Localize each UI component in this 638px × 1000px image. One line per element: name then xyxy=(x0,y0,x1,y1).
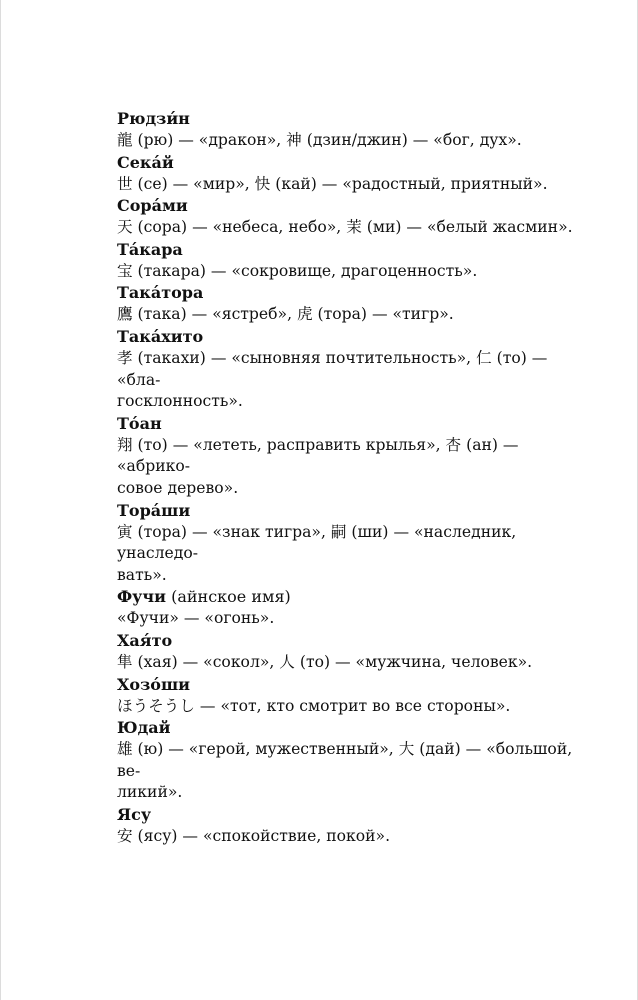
entry-torashi xyxy=(117,500,577,587)
entry-hayato xyxy=(117,630,577,674)
entry-sekai xyxy=(117,152,577,196)
entry-name: Хозо́ши xyxy=(117,674,191,694)
entry-definition-cont: ликий». xyxy=(117,783,183,802)
entry-definition: 隼 (хая) — «сокол», 人 (то) — «мужчина, человек». xyxy=(117,652,533,671)
entry-definition: 天 (сора) — «небеса, небо», 茉 (ми) — «белый жасмин». xyxy=(117,218,573,237)
entry-hozoshi xyxy=(117,674,577,718)
entry-yudai xyxy=(117,717,577,804)
entry-name: Сека́й xyxy=(117,152,174,172)
entry-definition: 翔 (то) — «лететь, расправить крылья», 杏 (ан) — «абрико- xyxy=(117,435,519,476)
entry-takara xyxy=(117,239,577,283)
entry-takatora xyxy=(117,282,577,326)
entry-definition-cont: госклонность». xyxy=(117,392,243,411)
entry-name: Сора́ми xyxy=(117,196,188,216)
glossary-list xyxy=(117,108,577,847)
entry-takahito xyxy=(117,326,577,413)
entry-yasu xyxy=(117,804,577,848)
entry-definition-cont: совое дерево». xyxy=(117,478,239,497)
entry-definition: 宝 (такара) — «сокровище, драгоценность». xyxy=(117,261,478,280)
entry-definition: 寅 (тора) — «знак тигра», 嗣 (ши) — «наследник, унаследо- xyxy=(117,522,517,563)
entry-definition: 安 (ясу) — «спокойствие, покой». xyxy=(117,826,391,845)
entry-toan xyxy=(117,413,577,500)
entry-name: Така́хито xyxy=(117,326,204,346)
entry-name: Рюдзи́н xyxy=(117,109,190,128)
entry-definition-cont: вать». xyxy=(117,565,167,584)
entry-definition: 世 (се) — «мир», 快 (кай) — «радостный, приятный». xyxy=(117,174,548,193)
entry-name: То́ан xyxy=(117,413,162,433)
entry-name: Та́кара xyxy=(117,239,183,259)
entry-definition: 孝 (такахи) — «сыновняя почтительность», 仁 (то) — «бла- xyxy=(117,348,548,389)
entry-definition: «Фучи» — «огонь». xyxy=(117,609,275,628)
entry-name: Така́тора xyxy=(117,283,204,303)
entry-fuchi xyxy=(117,586,577,630)
entry-definition: 鷹 (така) — «ястреб», 虎 (тора) — «тигр». xyxy=(117,305,454,324)
entry-name: Тора́ши xyxy=(117,500,191,520)
entry-name: Ясу xyxy=(117,804,152,824)
entry-sorami xyxy=(117,195,577,239)
entry-definition: 雄 (ю) — «герой, мужественный», 大 (дай) — «большой, ве- xyxy=(117,740,573,780)
entry-name: Юдай xyxy=(117,718,171,738)
entry-definition: 龍 (рю) — «дракон», 神 (дзин/джин) — «бог, дух». xyxy=(117,131,522,149)
entry-name-line xyxy=(117,586,577,608)
entry-name-note: (айнское имя) xyxy=(166,587,291,607)
entry-name: Хая́то xyxy=(117,630,173,650)
entry-name: Фучи xyxy=(117,587,166,607)
entry-definition: ほうそうし — «тот, кто смотрит во все стороны». xyxy=(117,696,511,715)
entry-ryudzin xyxy=(117,108,577,152)
